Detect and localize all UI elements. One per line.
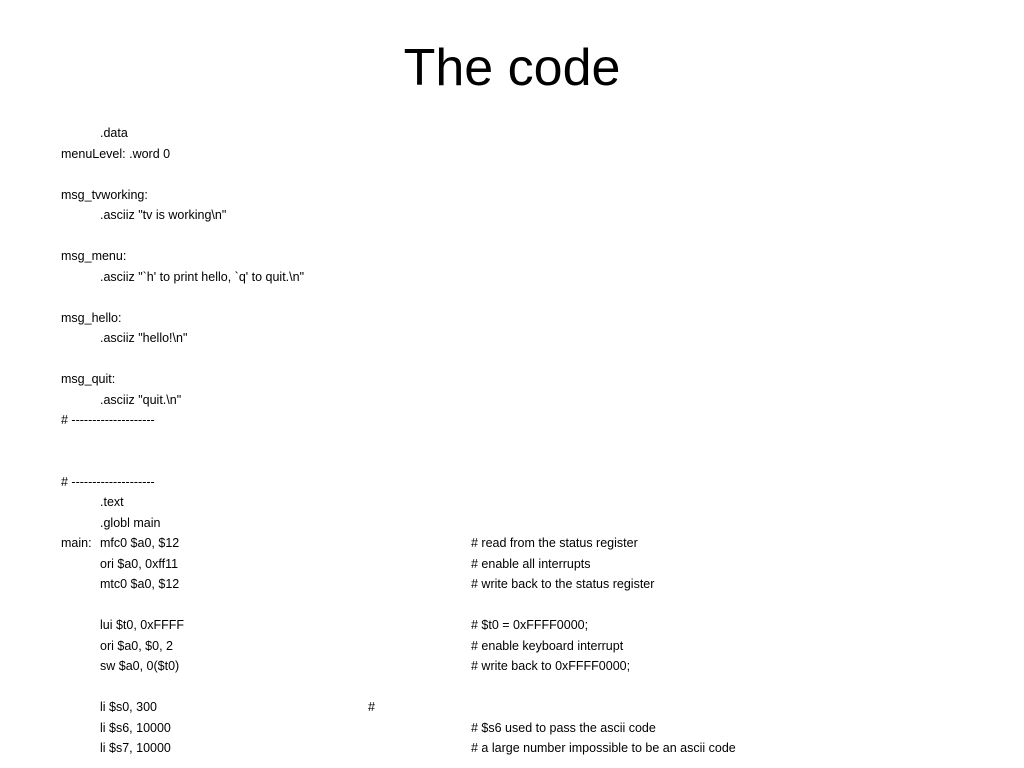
code-line (0, 369, 1024, 390)
code-instruction: .text (100, 495, 124, 509)
code-instruction: mtc0 $a0, $12 (100, 577, 180, 591)
code-line (0, 123, 1024, 144)
code-line (0, 185, 1024, 206)
code-line (0, 595, 1024, 616)
code-comment-marker: # (368, 700, 375, 714)
code-instruction: .data (100, 126, 128, 140)
code-line (0, 328, 1024, 349)
code-line (0, 492, 1024, 513)
code-instruction: sw $a0, 0($t0) (100, 659, 180, 673)
code-instruction: mfc0 $a0, $12 (100, 536, 180, 550)
code-instruction: .globl main (100, 515, 161, 530)
code-instruction: .asciiz "hello!\n" (100, 331, 188, 345)
code-line (0, 431, 1024, 452)
code-label: msg_quit: (61, 372, 116, 386)
code-line (0, 697, 1024, 718)
code-line (0, 636, 1024, 657)
code-line (0, 554, 1024, 575)
code-instruction: lui $t0, 0xFFFF (100, 618, 185, 632)
code-comment: # $t0 = 0xFFFF0000; (471, 618, 589, 632)
code-label: menuLevel: .word 0 (61, 146, 171, 161)
code-instruction: .asciiz "quit.\n" (100, 392, 182, 407)
code-comment: # enable all interrupts (471, 556, 591, 571)
code-label: msg_tvworking: (61, 187, 148, 202)
code-instruction: li $s0, 300 (100, 700, 157, 714)
code-line (0, 246, 1024, 267)
code-line (0, 267, 1024, 288)
code-listing (0, 123, 1024, 759)
code-line (0, 205, 1024, 226)
code-instruction: ori $a0, $0, 2 (100, 638, 173, 653)
code-line (0, 513, 1024, 534)
code-line (0, 615, 1024, 636)
code-label: msg_menu: (61, 249, 127, 263)
code-line (0, 677, 1024, 698)
code-instruction: .asciiz "tv is working\n" (100, 208, 227, 222)
code-line (0, 287, 1024, 308)
code-instruction: li $s6, 10000 (100, 720, 171, 735)
code-line (0, 144, 1024, 165)
code-line (0, 656, 1024, 677)
code-line (0, 574, 1024, 595)
code-line (0, 738, 1024, 759)
code-line (0, 718, 1024, 739)
code-line (0, 164, 1024, 185)
code-label: # -------------------- (61, 413, 155, 427)
code-instruction: li $s7, 10000 (100, 741, 171, 755)
slide-title: The code (403, 39, 621, 97)
code-instruction: .asciiz "`h' to print hello, `q' to quit.\n" (100, 269, 305, 284)
code-line (0, 226, 1024, 247)
code-comment: # read from the status register (471, 536, 638, 550)
code-label: # -------------------- (61, 474, 155, 489)
code-comment: # write back to the status register (471, 577, 655, 591)
code-line (0, 410, 1024, 431)
code-instruction: ori $a0, 0xff11 (100, 556, 179, 571)
code-comment: # a large number impossible to be an ascii code (471, 741, 736, 755)
code-line (0, 349, 1024, 370)
code-label: msg_hello: (61, 310, 122, 325)
code-line (0, 451, 1024, 472)
code-line (0, 390, 1024, 411)
code-comment: # $s6 used to pass the ascii code (471, 720, 656, 735)
code-line (0, 472, 1024, 493)
code-comment: # write back to 0xFFFF0000; (471, 659, 631, 673)
code-label: main: (61, 536, 92, 550)
code-line (0, 308, 1024, 329)
code-line (0, 533, 1024, 554)
code-comment: # enable keyboard interrupt (471, 638, 624, 653)
